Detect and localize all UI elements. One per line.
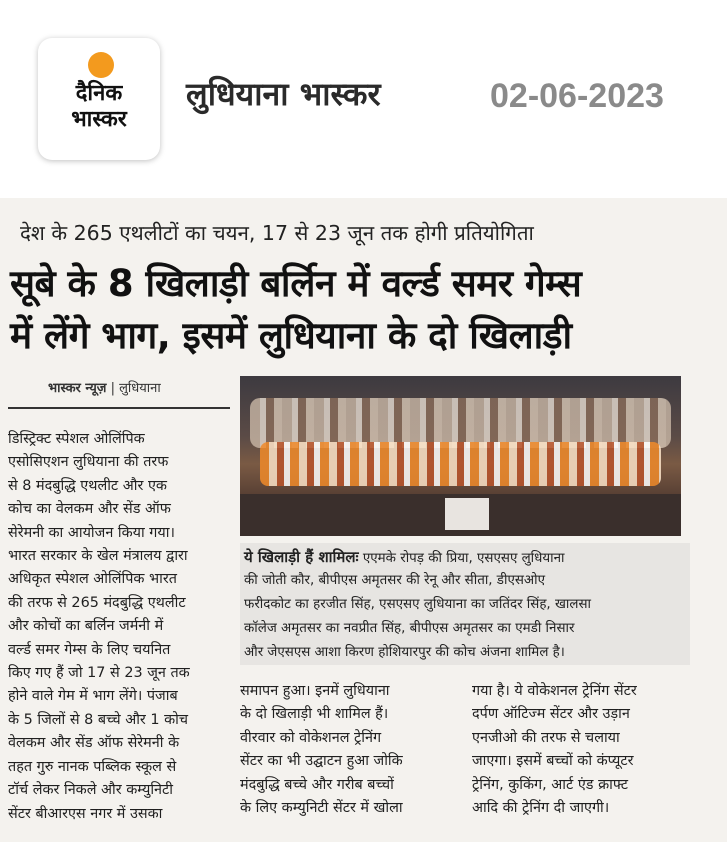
- text-line: किए गए हैं जो 17 से 23 जून तक: [8, 665, 190, 682]
- text-line: के 5 जिलों से 8 बच्चे और 1 कोच: [8, 711, 189, 728]
- byline-rule: [8, 407, 230, 409]
- text-line: वर्ल्ड समर गेम्स के लिए चयनित: [8, 641, 171, 658]
- text-line: सेंटर का भी उद्घाटन हुआ जोकि: [240, 753, 403, 770]
- text-line: वीरवार को वोकेशनल ट्रेनिंग: [240, 729, 382, 746]
- byline-city: लुधियाना: [119, 381, 161, 396]
- text-line: से 8 मंदबुद्धि एथलीट और एक: [8, 477, 167, 494]
- caption-lead: ये खिलाड़ी हैं शामिलः: [244, 548, 359, 566]
- text-line: आदि की ट्रेनिंग दी जाएगी।: [472, 800, 610, 817]
- sun-icon: [88, 52, 114, 78]
- photo-front-row: [260, 442, 661, 486]
- logo-text-line2: भास्कर: [71, 107, 127, 132]
- text-line: के लिए कम्युनिटी सेंटर में खोला: [240, 800, 403, 817]
- photo-caption: [240, 543, 690, 665]
- text-line: अधिकृत स्पेशल ओलिंपिक भारत: [8, 571, 177, 588]
- text-line: सेंटर बीआरएस नगर में उसका: [8, 805, 163, 822]
- article-column-1: [8, 428, 230, 826]
- caption-line: [244, 545, 565, 571]
- text-line: तहत गुरु नानक पब्लिक स्कूल से: [8, 758, 177, 775]
- text-line: होने वाले गेम में भाग लेंगे। पंजाब: [8, 688, 178, 705]
- caption-line: की जोती कौर, बीपीएस अमृतसर की रेनू और सीता, डीएसओए: [244, 573, 546, 588]
- text-line: भारत सरकार के खेल मंत्रालय द्वारा: [8, 548, 188, 565]
- text-line: डिस्ट्रिक्ट स्पेशल ओलिंपिक: [8, 431, 145, 447]
- caption-line: कॉलेज अमृतसर का नवप्रीत सिंह, बीपीएस अमृतसर का एमडी निसार: [244, 621, 575, 636]
- byline: [48, 378, 161, 396]
- text-line: एनजीओ की तरफ से चलाया: [472, 729, 620, 746]
- photo-banner: [445, 498, 489, 530]
- article-column-3: [472, 680, 688, 820]
- text-line: सेरेमनी का आयोजन किया गया।: [8, 524, 175, 541]
- text-line: एसोसिएशन लुधियाना की तरफ: [8, 454, 169, 471]
- edition-date: 02-06-2023: [490, 77, 664, 115]
- byline-divider: |: [110, 381, 120, 396]
- text-line: टॉर्च लेकर निकले और कम्युनिटी: [8, 782, 174, 799]
- text-line: समापन हुआ। इनमें लुधियाना: [240, 683, 390, 699]
- caption-line: फरीदकोट का हरजीत सिंह, एसएसए लुधियाना का जतिंदर सिंह, खालसा: [244, 597, 591, 612]
- byline-source: भास्कर न्यूज़: [48, 381, 107, 396]
- text-line: वेलकम और सेंड ऑफ सेरेमनी के: [8, 735, 180, 752]
- headline-line1: सूबे के 8 खिलाड़ी बर्लिन में वर्ल्ड समर गेम्स: [10, 262, 582, 305]
- headline-line2: में लेंगे भाग, इसमें लुधियाना के दो खिलाड़ी: [10, 314, 572, 357]
- edition-title: लुधियाना भास्कर: [186, 75, 381, 113]
- text-line: के दो खिलाड़ी भी शामिल हैं।: [240, 706, 389, 723]
- text-line: मंदबुद्धि बच्चे और गरीब बच्चों: [240, 776, 394, 793]
- text-line: की तरफ से 265 मंदबुद्धि एथलीट: [8, 594, 186, 611]
- dainik-bhaskar-logo: [38, 38, 160, 160]
- text-line: दर्पण ऑटिज्म सेंटर और उड़ान: [472, 706, 630, 723]
- article-column-2: [240, 680, 454, 820]
- text-line: और कोचों का बर्लिन जर्मनी में: [8, 618, 164, 635]
- text-line: ट्रेनिंग, कुकिंग, आर्ट एंड क्राफ्ट: [472, 776, 628, 793]
- text-line: गया है। ये वोकेशनल ट्रेनिंग सेंटर: [472, 683, 637, 699]
- text-line: कोच का वेलकम और सेंड ऑफ: [8, 501, 171, 518]
- group-photo: [240, 376, 681, 536]
- photo-back-row: [250, 398, 671, 448]
- text-line: जाएगा। इसमें बच्चों को कंप्यूटर: [472, 753, 634, 770]
- caption-text: एएमके रोपड़ की प्रिया, एसएसए लुधियाना: [362, 551, 565, 566]
- caption-line: और जेएसएस आशा किरण होशियारपुर की कोच अंजना शामिल है।: [244, 645, 565, 660]
- logo-text-line1: दैनिक: [75, 81, 123, 106]
- article-kicker: देश के 265 एथलीटों का चयन, 17 से 23 जून तक होगी प्रतियोगिता: [20, 221, 534, 245]
